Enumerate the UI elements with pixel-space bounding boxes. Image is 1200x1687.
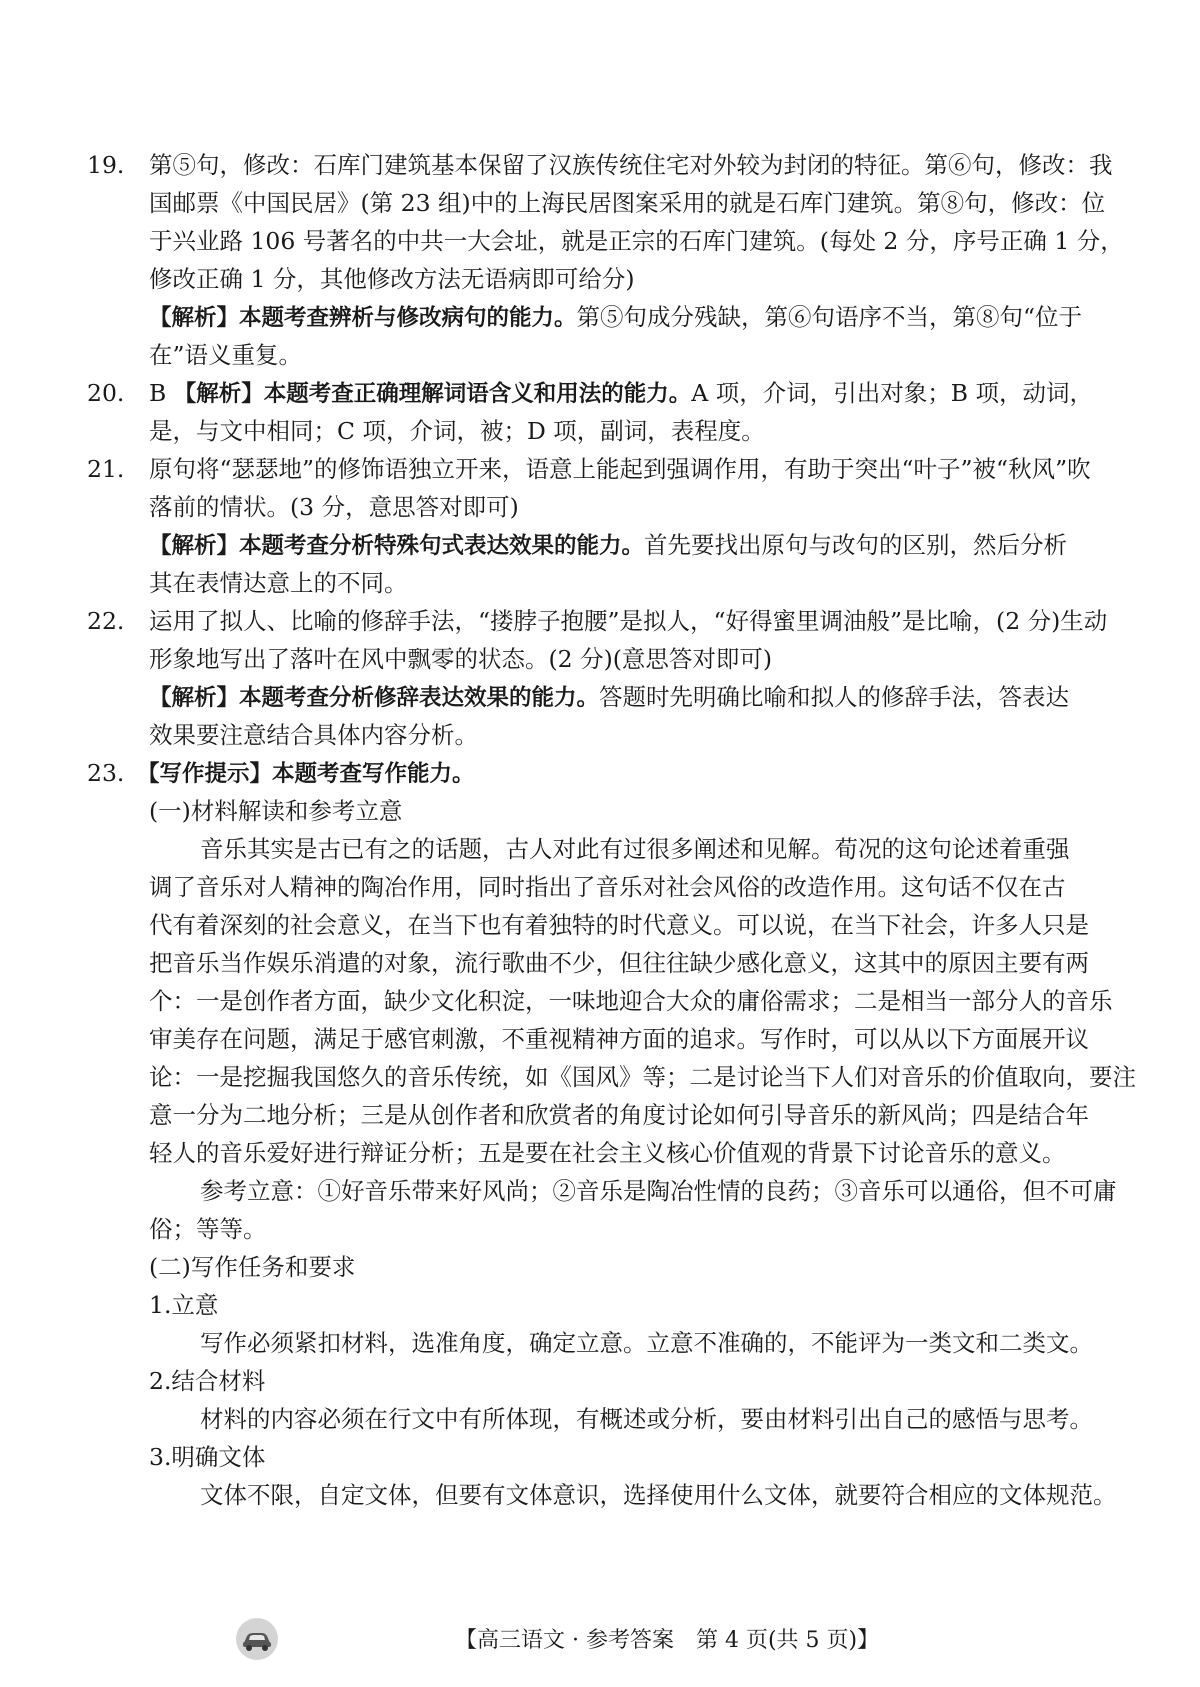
q23-section-2-title: (二)写作任务和要求 xyxy=(149,1253,356,1281)
q19-line-4: 修改正确 1 分，其他修改方法无语病即可给分) xyxy=(149,265,635,293)
q21-text-1: 原句将“瑟瑟地”的修饰语独立开来，语意上能起到强调作用，有助于突出“叶子”被“秋风”吹 xyxy=(149,455,1091,483)
q22-number: 22. xyxy=(87,607,125,635)
q23-para1-line-6: 审美存在问题，满足于感官刺激，不重视精神方面的追求。写作时，可以从以下方面展开议 xyxy=(149,1025,1089,1053)
question-19 xyxy=(87,146,1124,374)
q21-line-2: 落前的情状。(3 分，意思答对即可) xyxy=(149,493,519,521)
q23-item-2-title: 2.结合材料 xyxy=(149,1367,266,1395)
q19-analysis xyxy=(87,298,1112,336)
q23-item-1-title: 1.立意 xyxy=(149,1291,219,1319)
q22-analysis-line-2: 效果要注意结合具体内容分析。 xyxy=(149,721,478,749)
q20-line-1 xyxy=(87,374,1112,412)
q19-line-2: 国邮票《中国民居》(第 23 组)中的上海民居图案采用的就是石库门建筑。第⑧句，修改：位 xyxy=(149,189,1106,217)
q23-item-1-text: 写作必须紧扣材料，选准角度，确定立意。立意不准确的，不能评为一类文和二类文。 xyxy=(200,1329,1093,1357)
q19-number: 19. xyxy=(87,151,125,179)
car-icon xyxy=(235,1617,279,1661)
q19-analysis-text: 第⑤句成分残缺，第⑥句语序不当，第⑧句“位于 xyxy=(576,303,1083,331)
q22-analysis xyxy=(87,678,1112,716)
q23-tag: 【写作提示】本题考查写作能力。 xyxy=(137,761,475,787)
q20-analysis-text: A 项，介词，引出对象；B 项，动词， xyxy=(691,379,1093,407)
q23-para2-line-1: 参考立意：①好音乐带来好风尚；②音乐是陶冶性情的良药；③音乐可以通俗，但不可庸 xyxy=(200,1177,1117,1205)
q23-section-1-title: (一)材料解读和参考立意 xyxy=(149,797,403,825)
q21-analysis-text: 首先要找出原句与改句的区别，然后分析 xyxy=(644,531,1068,559)
q22-text-1: 运用了拟人、比喻的修辞手法，“搂脖子抱腰”是拟人，“好得蜜里调油般”是比喻，(2 分)生动 xyxy=(149,607,1108,635)
question-20 xyxy=(87,374,1112,450)
q23-item-3-text: 文体不限，自定文体，但要有文体意识，选择使用什么文体，就要符合相应的文体规范。 xyxy=(200,1481,1117,1509)
q23-para1-line-2: 调了音乐对人精神的陶冶作用，同时指出了音乐对社会风俗的改造作用。这句话不仅在古 xyxy=(149,873,1066,901)
q19-text-1: 第⑤句，修改：石库门建筑基本保留了汉族传统住宅对外较为封闭的特征。第⑥句，修改：我 xyxy=(149,151,1113,179)
q22-line-2: 形象地写出了落叶在风中飘零的状态。(2 分)(意思答对即可) xyxy=(149,645,773,673)
q23-number: 23. xyxy=(87,759,125,787)
q22-analysis-tag: 【解析】本题考查分析修辞表达效果的能力。 xyxy=(149,685,600,711)
q23-para1-line-8: 意一分为二地分析；三是从创作者和欣赏者的角度讨论如何引导音乐的新风尚；四是结合年 xyxy=(149,1101,1089,1129)
page-footer xyxy=(0,1617,1200,1667)
q20-answer: B xyxy=(149,379,174,407)
q19-line-3: 于兴业路 106 号著名的中共一大会址，就是正宗的石库门建筑。(每处 2 分，序号正确 1 分， xyxy=(149,227,1124,255)
q22-analysis-text: 答题时先明确比喻和拟人的修辞手法，答表达 xyxy=(599,683,1070,711)
q23-item-3-title: 3.明确文体 xyxy=(149,1443,266,1471)
q23-para1-line-3: 代有着深刻的社会意义，在当下也有着独特的时代意义。可以说，在当下社会，许多人只是 xyxy=(149,911,1089,939)
q22-line-1 xyxy=(87,602,1112,640)
q23-para2-line-2: 俗；等等。 xyxy=(149,1215,267,1243)
q23-item-2-text: 材料的内容必须在行文中有所体现，有概述或分析，要由材料引出自己的感悟与思考。 xyxy=(200,1405,1093,1433)
q23-para1-line-4: 把音乐当作娱乐消遣的对象，流行歌曲不少，但往往缺少感化意义，这其中的原因主要有两 xyxy=(149,949,1089,977)
q19-analysis-tag: 【解析】本题考查辨析与修改病句的能力。 xyxy=(149,305,577,331)
q20-analysis-tag: 【解析】本题考查正确理解词语含义和用法的能力。 xyxy=(173,381,692,407)
question-23 xyxy=(87,754,1136,1514)
question-22 xyxy=(87,602,1112,754)
q21-number: 21. xyxy=(87,455,125,483)
q23-para1-line-7: 论：一是挖掘我国悠久的音乐传统，如《国风》等；二是讨论当下人们对音乐的价值取向，要注 xyxy=(149,1063,1136,1091)
q23-line-1 xyxy=(87,754,1112,792)
q23-para1-line-1: 音乐其实是古已有之的话题，古人对此有过很多阐述和见解。荀况的这句论述着重强 xyxy=(200,835,1070,863)
question-21 xyxy=(87,450,1112,602)
q19-line-1 xyxy=(87,146,1112,184)
q21-analysis-tag: 【解析】本题考查分析特殊句式表达效果的能力。 xyxy=(149,533,645,559)
q20-line-2: 是，与文中相同；C 项，介词，被；D 项，副词，表程度。 xyxy=(149,417,765,445)
q23-para1-line-9: 轻人的音乐爱好进行辩证分析；五是要在社会主义核心价值观的背景下讨论音乐的意义。 xyxy=(149,1139,1066,1167)
q20-number: 20. xyxy=(87,379,125,407)
q21-line-1 xyxy=(87,450,1112,488)
footer-page-info: 【高三语文 · 参考答案 第 4 页(共 5 页)】 xyxy=(455,1628,880,1653)
q23-para1-line-5: 个：一是创作者方面，缺少文化积淀，一味地迎合大众的庸俗需求；二是相当一部分人的音乐 xyxy=(149,987,1113,1015)
q19-analysis-line-2: 在”语义重复。 xyxy=(149,341,303,369)
q21-analysis-line-2: 其在表情达意上的不同。 xyxy=(149,569,408,597)
q21-analysis xyxy=(87,526,1112,564)
